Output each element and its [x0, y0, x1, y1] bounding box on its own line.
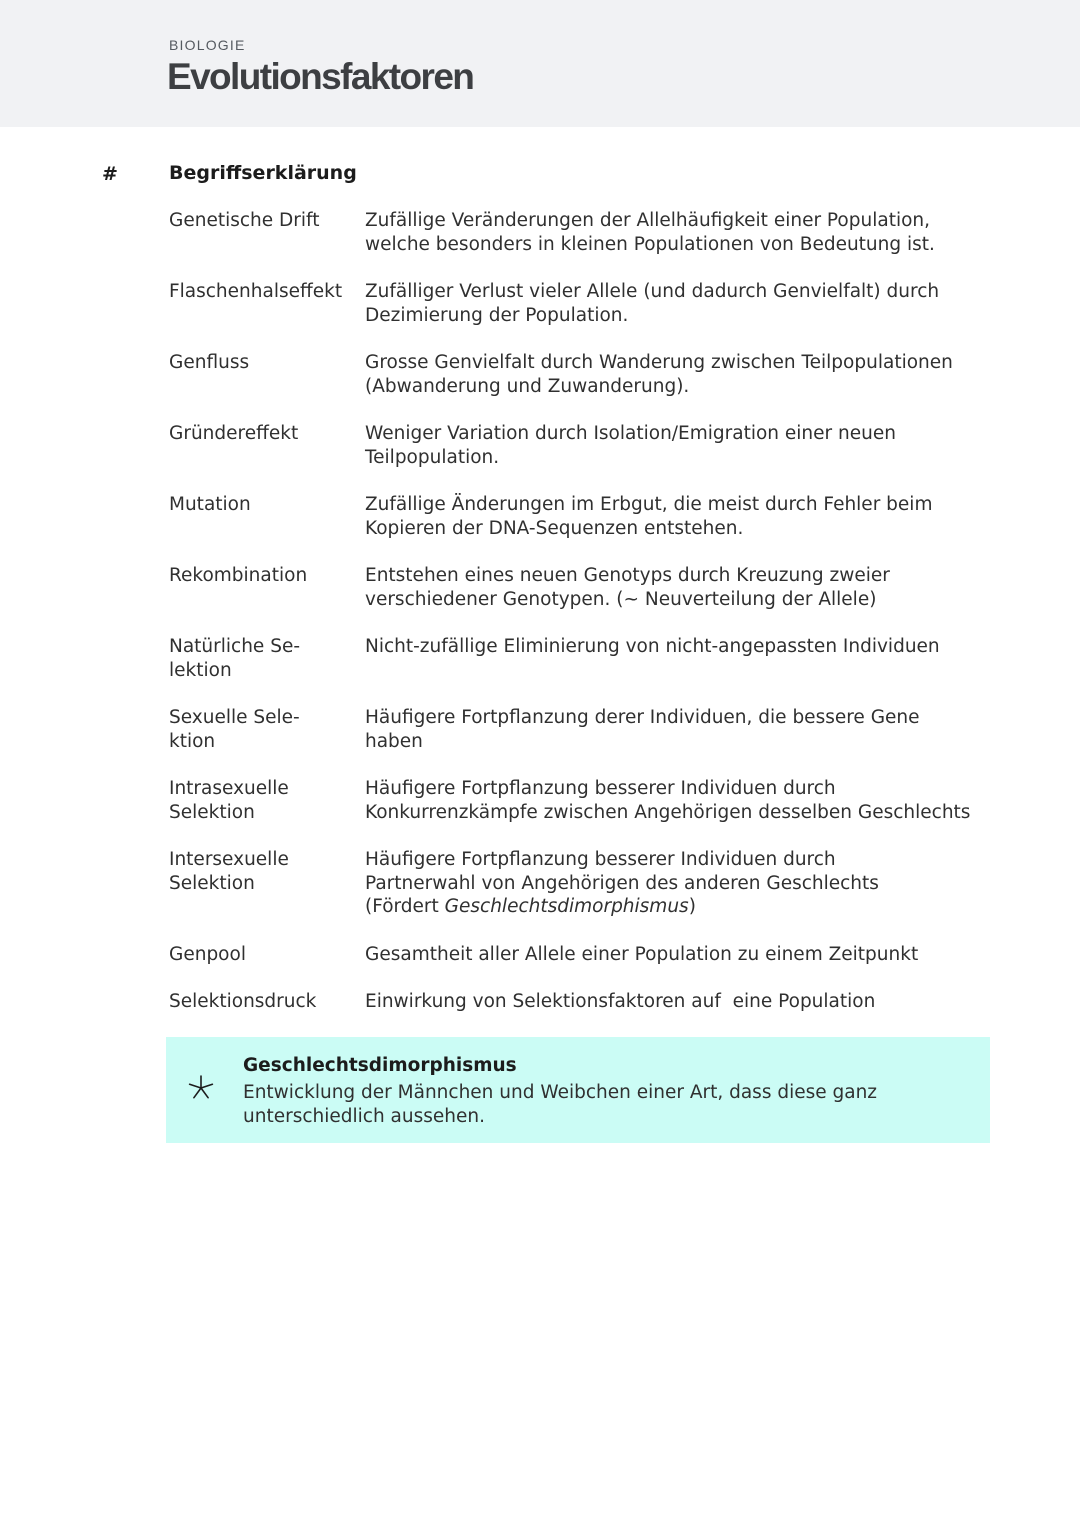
term-label: Gründereffekt: [169, 423, 299, 444]
term-label: Natürliche Se- lektion: [169, 636, 300, 681]
term-row: [169, 635, 999, 682]
term-label: Genfluss: [169, 352, 250, 373]
term-label: Intrasexuelle Selektion: [169, 778, 289, 823]
term-row: [169, 943, 999, 967]
term-label: Genpool: [169, 943, 246, 965]
note-suffix: ): [688, 896, 696, 917]
term-definition: Häufigere Fortpflanzung besserer Individuen durch Konkurrenzkämpfe zwischen Angehörigen desselben Geschlechts: [365, 778, 971, 823]
term-row: [169, 777, 999, 824]
term-definition: Entstehen eines neuen Genotyps durch Kreuzung zweier verschiedener Genotypen. (~ Neuverteilung der Allele): [365, 565, 890, 610]
term-definition: Gesamtheit aller Allele einer Population zu einem Zeitpunkt: [365, 943, 919, 965]
section-marker: #: [102, 163, 118, 185]
term-definition: Häufigere Fortpflanzung besserer Individuen durch Partnerwahl von Angehörigen des anderen Geschlechts: [365, 849, 879, 894]
term-definition: Zufälliger Verlust vieler Allele (und dadurch Genvielfalt) durch Dezimierung der Population.: [365, 281, 940, 326]
term-row: [169, 493, 999, 540]
term-row: [169, 990, 999, 1014]
term-definition: Einwirkung von Selektionsfaktoren auf eine Population: [365, 991, 876, 1012]
term-row: [169, 280, 999, 327]
term-label: Intersexuelle Selektion: [169, 849, 289, 894]
term-list: [169, 209, 999, 1014]
note-italic-term: Geschlechtsdimorphismus: [444, 896, 689, 917]
page-header: [0, 0, 1080, 127]
term-label: Mutation: [169, 494, 251, 515]
term-definition: Nicht-zufällige Eliminierung von nicht-angepassten Individuen: [365, 636, 940, 657]
note-prefix: (Fördert: [365, 896, 445, 917]
term-label: Sexuelle Sele- ktion: [169, 707, 300, 752]
term-definition: Grosse Genvielfalt durch Wanderung zwischen Teilpopulationen (Abwanderung und Zuwanderung).: [365, 352, 953, 397]
section-heading: Begriffserklärung: [169, 162, 357, 184]
term-label: Rekombination: [169, 565, 308, 586]
term-row: [169, 706, 999, 753]
callout-title: Geschlechtsdimorphismus: [243, 1055, 517, 1076]
term-definition-note: [365, 895, 999, 919]
term-definition: Weniger Variation durch Isolation/Emigration einer neuen Teilpopulation.: [365, 423, 896, 468]
term-row: [169, 564, 999, 611]
term-row: [169, 422, 999, 469]
term-label: Selektionsdruck: [169, 991, 317, 1012]
asterisk-icon: [186, 1073, 216, 1103]
term-definition: Häufigere Fortpflanzung derer Individuen, die bessere Gene haben: [365, 707, 920, 752]
term-row: [169, 209, 999, 256]
info-callout: [166, 1037, 990, 1143]
term-definition: Zufällige Änderungen im Erbgut, die meist durch Fehler beim Kopieren der DNA-Sequenzen entstehen.: [365, 494, 933, 539]
subject-label: BIOLOGIE: [169, 37, 246, 53]
term-row: [169, 351, 999, 398]
page-title: Evolutionsfaktoren: [167, 56, 474, 97]
term-label: Genetische Drift: [169, 210, 320, 231]
callout-text: Entwicklung der Männchen und Weibchen einer Art, dass diese ganz unterschiedlich aussehen.: [243, 1082, 878, 1127]
term-label: Flaschenhalseffekt: [169, 281, 343, 302]
term-row: [169, 848, 999, 919]
term-definition: Zufällige Veränderungen der Allelhäufigkeit einer Population, welche besonders in kleinen Populationen von Bedeutung ist.: [365, 210, 935, 255]
term-definition-block: [365, 848, 999, 919]
